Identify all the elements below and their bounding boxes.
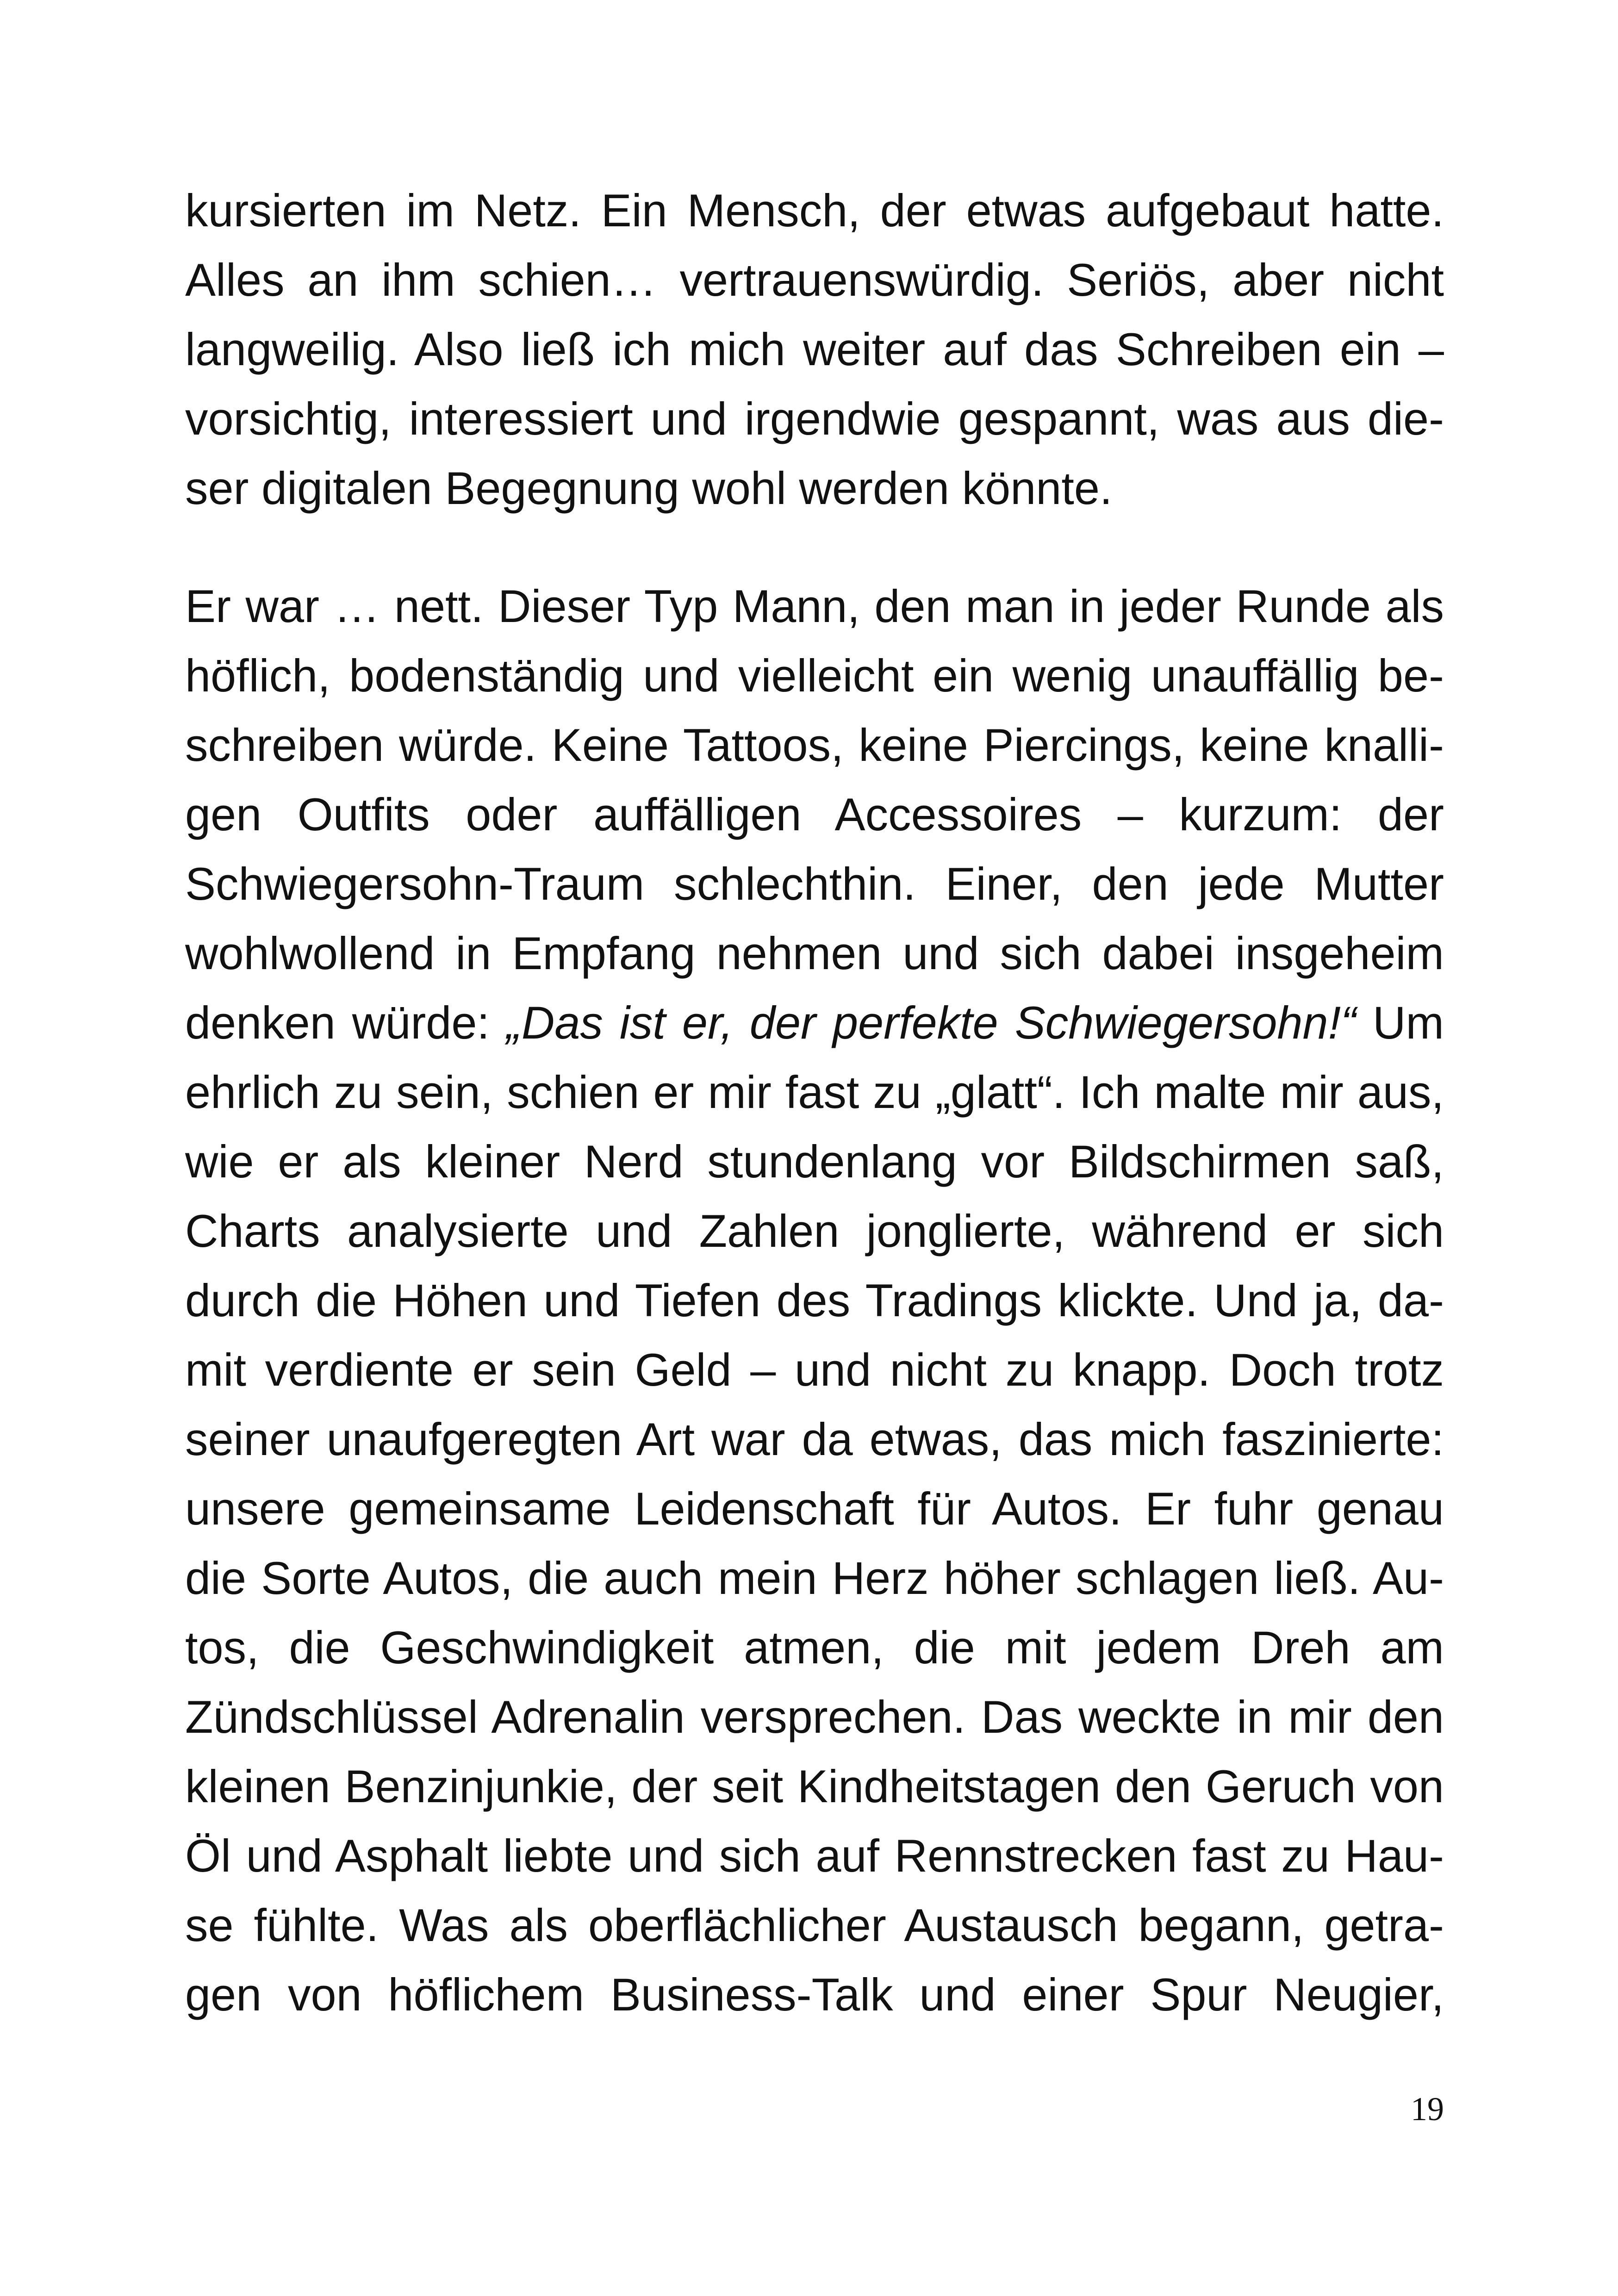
text-line: gen Outfits oder auffälligen Accessoires – kurzum: der (185, 789, 1444, 840)
text-line: gen von höflichem Business-Talk und einer Spur Neugier, (185, 1969, 1444, 2020)
text-line: vorsichtig, interessiert und irgendwie gespannt, was aus die- (185, 393, 1444, 444)
text-line: kleinen Benzinjunkie, der seit Kindheitstagen den Geruch von (185, 1761, 1444, 1812)
text-line: schreiben würde. Keine Tattoos, keine Piercings, keine knalli- (185, 719, 1444, 771)
text-line: Er war … nett. Dieser Typ Mann, den man in jeder Runde als (185, 580, 1444, 632)
text-line: Öl und Asphalt liebte und sich auf Rennstrecken fast zu Hau- (185, 1830, 1444, 1881)
text-line: die Sorte Autos, die auch mein Herz höher schlagen ließ. Au- (185, 1552, 1444, 1604)
text-line: se fühlte. Was als oberflächlicher Austausch begann, getra- (185, 1899, 1444, 1951)
text-line: ser digitalen Begegnung wohl werden könnte. (185, 462, 1113, 514)
text-span: denken würde: (185, 997, 506, 1048)
text-line: Schwiegersohn-Traum schlechthin. Einer, den jede Mutter (185, 858, 1444, 909)
text-line: unsere gemeinsame Leidenschaft für Autos. Er fuhr genau (185, 1483, 1444, 1534)
text-line: wohlwollend in Empfang nehmen und sich dabei insgeheim (185, 927, 1444, 979)
text-line: wie er als kleiner Nerd stundenlang vor Bildschirmen saß, (185, 1136, 1444, 1187)
text-line: ehrlich zu sein, schien er mir fast zu „glatt“. Ich malte mir aus, (185, 1066, 1444, 1118)
text-line: Zündschlüssel Adrenalin versprechen. Das weckte in mir den (185, 1691, 1444, 1742)
text-line: durch die Höhen und Tiefen des Tradings klickte. Und ja, da- (185, 1275, 1444, 1326)
text-span: Um (1356, 997, 1444, 1048)
text-line: kursierten im Netz. Ein Mensch, der etwas aufgebaut hatte. (185, 185, 1444, 236)
text-line: langweilig. Also ließ ich mich weiter auf das Schreiben ein – (185, 324, 1444, 375)
text-line: seiner unaufgeregten Art war da etwas, das mich faszinierte: (185, 1413, 1444, 1465)
text-line: höflich, bodenständig und vielleicht ein wenig unauffällig be- (185, 650, 1444, 701)
text-line-with-quote (185, 988, 1444, 1058)
text-line: mit verdiente er sein Geld – und nicht zu knapp. Doch trotz (185, 1344, 1444, 1395)
text-line: Charts analysierte und Zahlen jonglierte, während er sich (185, 1205, 1444, 1257)
text-line: Alles an ihm schien… vertrauenswürdig. Seriös, aber nicht (185, 254, 1444, 305)
page-number: 19 (1411, 2091, 1444, 2128)
italic-quote: „Das ist er, der perfekte Schwiegersohn!“ (506, 997, 1357, 1048)
text-line: tos, die Geschwindigkeit atmen, die mit jedem Dreh am (185, 1622, 1444, 1673)
